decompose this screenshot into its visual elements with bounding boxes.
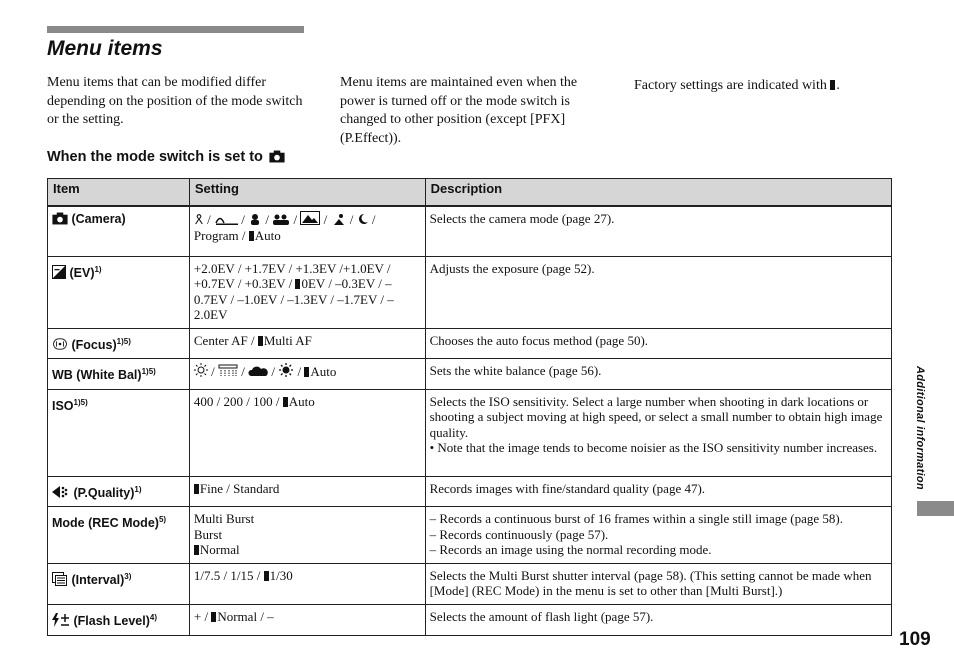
setting-cell: / / / / Auto bbox=[189, 359, 425, 390]
item-cell: Mode (REC Mode)$^{5)}$ bbox=[48, 507, 190, 564]
flash-level-icon bbox=[52, 613, 70, 627]
soft-snap-icon bbox=[248, 213, 262, 225]
description-cell: Sets the white balance (page 56). bbox=[425, 359, 891, 390]
camera-icon bbox=[269, 150, 285, 163]
table-row bbox=[48, 359, 892, 390]
table-row bbox=[48, 389, 892, 476]
setting-cell: 1/7.5 / 1/15 / 1/30 bbox=[189, 563, 425, 604]
description-cell: Records images with fine/standard quality (page 47). bbox=[425, 476, 891, 507]
candle-icon bbox=[357, 213, 369, 225]
camera-icon bbox=[52, 212, 68, 225]
column-header-description: Description bbox=[425, 179, 891, 207]
description-cell: – Records a continuous burst of 16 frames within a single still image (page 58). – Records continuously (page 57). – Records an image using the normal recording mode. bbox=[425, 507, 891, 564]
default-marker bbox=[211, 612, 216, 622]
default-marker bbox=[295, 279, 300, 289]
item-cell: (EV)$^{1)}$ bbox=[48, 256, 190, 328]
item-cell: (Camera) bbox=[48, 206, 190, 256]
description-cell: Adjusts the exposure (page 52). bbox=[425, 256, 891, 328]
section-heading: When the mode switch is set to bbox=[47, 149, 285, 165]
default-marker bbox=[258, 336, 263, 346]
fluorescent-icon bbox=[218, 363, 238, 377]
beach-icon bbox=[331, 213, 347, 225]
daylight-icon bbox=[194, 363, 208, 377]
table-header-row bbox=[48, 179, 892, 207]
page-title: Menu items bbox=[47, 37, 163, 60]
interval-icon bbox=[52, 572, 68, 586]
intro-paragraph-1: Menu items that can be modified differ depending on the position of the mode switch or the setting. bbox=[47, 75, 303, 127]
incandescent-icon bbox=[278, 363, 294, 377]
description-cell: Selects the amount of flash light (page 57). bbox=[425, 604, 891, 635]
item-cell: (Flash Level)$^{4)}$ bbox=[48, 604, 190, 635]
portrait-icon bbox=[272, 213, 290, 225]
focus-icon bbox=[52, 338, 68, 350]
table-row bbox=[48, 604, 892, 635]
description-cell: Chooses the auto focus method (page 50). bbox=[425, 328, 891, 359]
setting-cell: 400 / 200 / 100 / Auto bbox=[189, 389, 425, 476]
default-marker bbox=[304, 367, 309, 377]
item-cell: (P.Quality)$^{1)}$ bbox=[48, 476, 190, 507]
table-row bbox=[48, 476, 892, 507]
note: • Note that the image tends to become noisier as the ISO sensitivity number increases. bbox=[429, 440, 878, 456]
default-marker bbox=[194, 484, 199, 494]
intro-paragraph-3: Factory settings are indicated with . bbox=[634, 78, 840, 93]
item-cell: (Interval)$^{3)}$ bbox=[48, 563, 190, 604]
setting-cell: / / / / / / / Program / Auto bbox=[189, 206, 425, 256]
twilight-icon bbox=[214, 213, 238, 225]
quality-icon bbox=[52, 485, 70, 499]
cloudy-icon bbox=[248, 365, 268, 377]
setting-cell: Multi Burst Burst Normal bbox=[189, 507, 425, 564]
description-cell: Selects the ISO sensitivity. Select a large number when shooting in dark locations or shooting a subject moving at high speed, or select a small number to obtain high image quality. • Note that the image tends to become noisier as the ISO sensitivity number increases. bbox=[425, 389, 891, 476]
item-cell: (Focus)$^{1)5)}$ bbox=[48, 328, 190, 359]
table-row bbox=[48, 328, 892, 359]
twilight-portrait-icon bbox=[194, 213, 204, 225]
description-cell: Selects the Multi Burst shutter interval (page 58). (This setting cannot be made when [Mode] (REC Mode) in the menu is set to other than [Multi Burst].) bbox=[425, 563, 891, 604]
item-cell: $ISO^{1)5)}$ bbox=[48, 389, 190, 476]
ev-icon bbox=[52, 265, 66, 279]
setting-cell: Center AF / Multi AF bbox=[189, 328, 425, 359]
setting-cell: + / Normal / – bbox=[189, 604, 425, 635]
default-marker bbox=[249, 231, 254, 241]
default-marker bbox=[283, 397, 288, 407]
default-marker bbox=[830, 80, 835, 90]
column-header-setting: Setting bbox=[189, 179, 425, 207]
setting-cell: Fine / Standard bbox=[189, 476, 425, 507]
page-number: 109 bbox=[899, 629, 931, 650]
column-header-item: Item bbox=[48, 179, 190, 207]
landscape-icon bbox=[300, 211, 320, 225]
header-bar bbox=[47, 26, 304, 33]
description-cell: Selects the camera mode (page 27). bbox=[425, 206, 891, 256]
side-tab-bar bbox=[917, 501, 954, 516]
default-marker bbox=[194, 545, 199, 555]
table-row bbox=[48, 507, 892, 564]
menu-items-table bbox=[47, 178, 892, 636]
table-row bbox=[48, 206, 892, 256]
table-row bbox=[48, 256, 892, 328]
item-cell: WB (White Bal)$^{1)5)}$ bbox=[48, 359, 190, 390]
setting-cell: +2.0EV / +1.7EV / +1.3EV /+1.0EV / +0.7EV / +0.3EV / 0EV / –0.3EV / –0.7EV / –1.0EV / –1.3EV / –1.7EV / –2.0EV bbox=[189, 256, 425, 328]
intro-paragraph-2: Menu items are maintained even when the power is turned off or the mode switch is changed to other position (except [PFX] (P.Effect)). bbox=[340, 75, 578, 146]
default-marker bbox=[264, 571, 269, 581]
side-section-label: Additional information bbox=[914, 366, 926, 490]
table-row bbox=[48, 563, 892, 604]
